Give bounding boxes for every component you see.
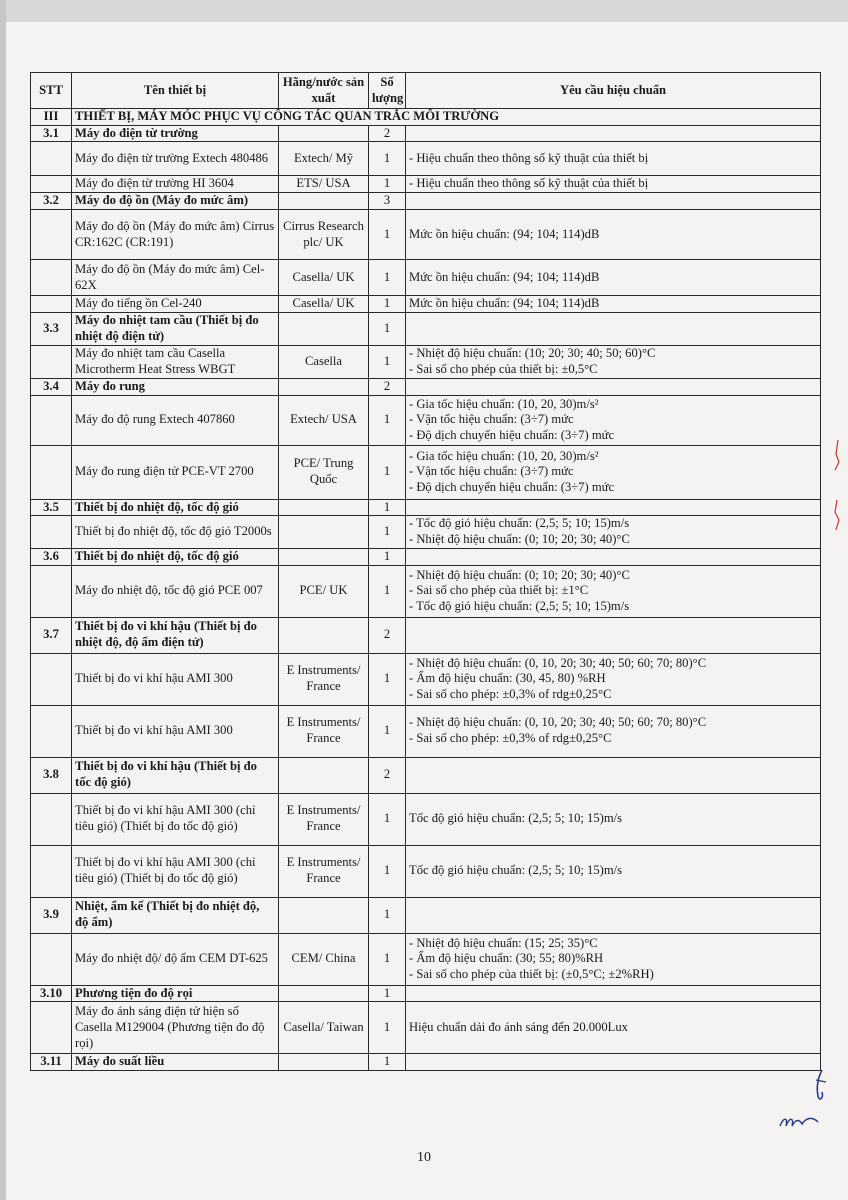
row-name: Thiết bị đo nhiệt độ, tốc độ gió T2000s [72, 516, 279, 548]
table-row [31, 260, 821, 296]
row-name: Thiết bị đo vi khí hậu AMI 300 [72, 653, 279, 705]
requirement-line: - Sai số cho phép của thiết bị: ±0,5°C [409, 361, 598, 376]
row-name: Thiết bị đo vi khí hậu (Thiết bị đo tốc độ gió) [72, 757, 279, 793]
row-requirement [406, 395, 821, 445]
requirement-line: Mức ồn hiệu chuẩn: (94; 104; 114)dB [409, 269, 600, 284]
requirement-line: Tốc độ gió hiệu chuẩn: (2,5; 5; 10; 15)m/s [409, 863, 623, 878]
row-maker [279, 312, 369, 345]
row-maker [279, 193, 369, 210]
table-row [31, 653, 821, 705]
requirement-line: Mức ồn hiệu chuẩn: (94; 104; 114)dB [409, 296, 600, 311]
row-qty: 1 [369, 176, 406, 193]
row-maker [279, 1054, 369, 1071]
section-number: III [31, 109, 72, 126]
requirement-line: - Ẩm độ hiệu chuẩn: (30; 55; 80)%RH [409, 951, 604, 966]
requirement-line: - Sai số cho phép của thiết bị: ±1°C [409, 583, 589, 598]
row-maker: Casella/ Taiwan [279, 1002, 369, 1054]
row-requirement [406, 1054, 821, 1071]
row-qty: 1 [369, 395, 406, 445]
row-qty: 1 [369, 705, 406, 757]
row-requirement [406, 445, 821, 499]
row-stt [31, 176, 72, 193]
row-requirement [406, 985, 821, 1002]
table-row [31, 793, 821, 845]
row-maker [279, 757, 369, 793]
requirement-line: - Nhiệt độ hiệu chuẩn: (0, 10, 20; 30; 40; 50; 60; 70; 80)°C [409, 655, 707, 670]
row-stt [31, 210, 72, 260]
row-maker: Extech/ Mỹ [279, 142, 369, 176]
red-stamp-mark [832, 440, 842, 550]
row-qty: 1 [369, 933, 406, 985]
requirement-line: - Sai số cho phép: ±0,3% of rdg±0,25°C [409, 731, 612, 746]
row-qty: 1 [369, 312, 406, 345]
table-row [31, 845, 821, 897]
requirement-line: - Vận tốc hiệu chuẩn: (3÷7) mức [409, 464, 574, 479]
requirement-line: - Nhiệt độ hiệu chuẩn: (0; 10; 20; 30; 40)°C [409, 567, 630, 582]
row-stt [31, 395, 72, 445]
row-stt [31, 296, 72, 313]
row-requirement [406, 142, 821, 176]
group-row [31, 897, 821, 933]
table-row [31, 933, 821, 985]
row-maker: PCE/ Trung Quốc [279, 445, 369, 499]
row-stt: 3.10 [31, 985, 72, 1002]
row-requirement [406, 378, 821, 395]
calibration-table [30, 72, 821, 1071]
row-stt: 3.1 [31, 125, 72, 142]
row-maker [279, 516, 369, 548]
row-qty: 2 [369, 378, 406, 395]
table-row [31, 516, 821, 548]
row-qty: 1 [369, 1054, 406, 1071]
row-qty: 1 [369, 1002, 406, 1054]
row-requirement [406, 516, 821, 548]
requirement-line: - Nhiệt độ hiệu chuẩn: (10; 20; 30; 40; 50; 60)°C [409, 346, 656, 361]
header-qty: Số lượng [369, 73, 406, 109]
requirement-line: - Gia tốc hiệu chuẩn: (10, 20, 30)m/s² [409, 396, 599, 411]
row-stt: 3.5 [31, 499, 72, 516]
row-maker [279, 617, 369, 653]
requirement-line: - Tốc độ gió hiệu chuẩn: (2,5; 5; 10; 15)m/s [409, 516, 630, 531]
requirement-line: - Nhiệt độ hiệu chuẩn: (15; 25; 35)°C [409, 935, 598, 950]
group-row [31, 312, 821, 345]
row-name: Máy đo độ ồn (Máy đo mức âm) Cel-62X [72, 260, 279, 296]
row-maker: E Instruments/ France [279, 845, 369, 897]
row-name: Máy đo độ ồn (Máy đo mức âm) [72, 193, 279, 210]
row-stt [31, 260, 72, 296]
row-requirement [406, 617, 821, 653]
row-name: Phương tiện đo độ rọi [72, 985, 279, 1002]
row-maker [279, 378, 369, 395]
row-stt: 3.3 [31, 312, 72, 345]
requirement-line: - Sai số cho phép: ±0,3% of rdg±0,25°C [409, 686, 612, 701]
requirement-line: - Ẩm độ hiệu chuẩn: (30, 45, 80) %RH [409, 671, 606, 686]
row-stt [31, 933, 72, 985]
row-maker [279, 897, 369, 933]
group-row [31, 378, 821, 395]
scan-left-edge [0, 0, 6, 1200]
requirement-line: - Độ dịch chuyển hiệu chuẩn: (3÷7) mức [409, 480, 615, 495]
requirement-line: Hiệu chuẩn dải đo ánh sáng đến 20.000Lux [409, 1019, 628, 1034]
group-row [31, 985, 821, 1002]
section-title: THIẾT BỊ, MÁY MÓC PHỤC VỤ CÔNG TÁC QUAN TRẮC MÔI TRƯỜNG [72, 109, 821, 126]
row-name: Nhiệt, ẩm kế (Thiết bị đo nhiệt độ, độ ẩm) [72, 897, 279, 933]
row-stt [31, 445, 72, 499]
row-maker: CEM/ China [279, 933, 369, 985]
row-qty: 1 [369, 985, 406, 1002]
row-stt [31, 516, 72, 548]
table-row [31, 1002, 821, 1054]
table-row [31, 345, 821, 378]
row-requirement [406, 260, 821, 296]
row-qty: 1 [369, 210, 406, 260]
row-requirement [406, 548, 821, 565]
row-requirement [406, 757, 821, 793]
handwritten-signature [772, 1068, 832, 1138]
row-name: Thiết bị đo vi khí hậu AMI 300 (chỉ tiêu gió) (Thiết bị đo tốc độ gió) [72, 845, 279, 897]
row-qty: 1 [369, 897, 406, 933]
row-maker: E Instruments/ France [279, 793, 369, 845]
row-stt [31, 793, 72, 845]
row-requirement [406, 897, 821, 933]
row-name: Thiết bị đo nhiệt độ, tốc độ gió [72, 548, 279, 565]
row-requirement [406, 933, 821, 985]
row-maker: Cirrus Research plc/ UK [279, 210, 369, 260]
row-name: Máy đo độ ồn (Máy đo mức âm) Cirrus CR:162C (CR:191) [72, 210, 279, 260]
row-maker: ETS/ USA [279, 176, 369, 193]
row-qty: 2 [369, 125, 406, 142]
row-name: Máy đo rung điện tử PCE-VT 2700 [72, 445, 279, 499]
row-name: Máy đo nhiệt độ, tốc độ gió PCE 007 [72, 565, 279, 617]
header-maker: Hãng/nước sản xuất [279, 73, 369, 109]
group-row [31, 499, 821, 516]
scan-top-edge [0, 0, 848, 22]
row-name: Máy đo điện từ trường HI 3604 [72, 176, 279, 193]
row-stt: 3.8 [31, 757, 72, 793]
row-requirement [406, 125, 821, 142]
row-maker: PCE/ UK [279, 565, 369, 617]
row-name: Máy đo nhiệt tam cầu (Thiết bị đo nhiệt độ điện tử) [72, 312, 279, 345]
row-requirement [406, 705, 821, 757]
row-qty: 2 [369, 757, 406, 793]
row-maker [279, 499, 369, 516]
row-name: Máy đo nhiệt độ/ độ ẩm CEM DT-625 [72, 933, 279, 985]
row-stt: 3.7 [31, 617, 72, 653]
row-stt: 3.6 [31, 548, 72, 565]
requirement-line: - Nhiệt độ hiệu chuẩn: (0, 10, 20; 30; 40; 50; 60; 70; 80)°C [409, 715, 707, 730]
row-stt [31, 345, 72, 378]
requirement-line: - Nhiệt độ hiệu chuẩn: (0; 10; 20; 30; 40)°C [409, 532, 630, 547]
row-requirement [406, 296, 821, 313]
table-row [31, 565, 821, 617]
row-maker: Casella/ UK [279, 260, 369, 296]
row-stt: 3.4 [31, 378, 72, 395]
table-row [31, 142, 821, 176]
table-row [31, 705, 821, 757]
row-name: Máy đo điện từ trường [72, 125, 279, 142]
row-maker: E Instruments/ France [279, 705, 369, 757]
requirement-line: Tốc độ gió hiệu chuẩn: (2,5; 5; 10; 15)m/s [409, 811, 623, 826]
row-name: Máy đo điện từ trường Extech 480486 [72, 142, 279, 176]
group-row [31, 125, 821, 142]
table-row [31, 176, 821, 193]
row-qty: 1 [369, 845, 406, 897]
table-row [31, 395, 821, 445]
row-name: Máy đo rung [72, 378, 279, 395]
row-name: Thiết bị đo vi khí hậu AMI 300 [72, 705, 279, 757]
requirement-line: - Gia tốc hiệu chuẩn: (10, 20, 30)m/s² [409, 448, 599, 463]
row-stt [31, 565, 72, 617]
row-requirement [406, 345, 821, 378]
row-stt [31, 705, 72, 757]
row-requirement [406, 193, 821, 210]
requirement-line: - Hiệu chuẩn theo thông số kỹ thuật của thiết bị [409, 151, 649, 166]
row-stt [31, 845, 72, 897]
row-name: Thiết bị đo nhiệt độ, tốc độ gió [72, 499, 279, 516]
row-name: Thiết bị đo vi khí hậu AMI 300 (chỉ tiêu gió) (Thiết bị đo tốc độ gió) [72, 793, 279, 845]
row-stt: 3.2 [31, 193, 72, 210]
row-qty: 3 [369, 193, 406, 210]
requirement-line: Mức ồn hiệu chuẩn: (94; 104; 114)dB [409, 226, 600, 241]
table-row [31, 445, 821, 499]
row-requirement [406, 793, 821, 845]
row-maker: Casella/ UK [279, 296, 369, 313]
row-qty: 1 [369, 548, 406, 565]
requirement-line: - Tốc độ gió hiệu chuẩn: (2,5; 5; 10; 15)m/s [409, 598, 630, 613]
row-name: Thiết bị đo vi khí hậu (Thiết bị đo nhiệt độ, độ ẩm điện tử) [72, 617, 279, 653]
row-stt [31, 142, 72, 176]
requirement-line: - Hiệu chuẩn theo thông số kỹ thuật của thiết bị [409, 176, 649, 191]
group-row [31, 1054, 821, 1071]
row-requirement [406, 653, 821, 705]
group-row [31, 617, 821, 653]
table-row [31, 210, 821, 260]
row-qty: 1 [369, 345, 406, 378]
group-row [31, 193, 821, 210]
row-qty: 1 [369, 499, 406, 516]
row-maker [279, 125, 369, 142]
row-qty: 1 [369, 516, 406, 548]
row-qty: 1 [369, 565, 406, 617]
row-stt: 3.11 [31, 1054, 72, 1071]
row-requirement [406, 845, 821, 897]
header-name: Tên thiết bị [72, 73, 279, 109]
row-stt [31, 653, 72, 705]
row-name: Máy đo tiếng ồn Cel-240 [72, 296, 279, 313]
row-qty: 1 [369, 142, 406, 176]
row-requirement [406, 565, 821, 617]
page-number: 10 [417, 1150, 431, 1165]
row-maker [279, 548, 369, 565]
header-req: Yêu cầu hiệu chuẩn [406, 73, 821, 109]
row-requirement [406, 210, 821, 260]
requirement-line: - Vận tốc hiệu chuẩn: (3÷7) mức [409, 412, 574, 427]
header-stt: STT [31, 73, 72, 109]
requirement-line: - Độ dịch chuyển hiệu chuẩn: (3÷7) mức [409, 428, 615, 443]
row-requirement [406, 312, 821, 345]
row-qty: 2 [369, 617, 406, 653]
row-qty: 1 [369, 296, 406, 313]
group-row [31, 548, 821, 565]
row-requirement [406, 499, 821, 516]
row-stt: 3.9 [31, 897, 72, 933]
row-stt [31, 1002, 72, 1054]
row-requirement [406, 176, 821, 193]
row-maker: Extech/ USA [279, 395, 369, 445]
row-name: Máy đo ánh sáng điện tử hiện số Casella M129004 (Phương tiện đo độ rọi) [72, 1002, 279, 1054]
row-maker: E Instruments/ France [279, 653, 369, 705]
table-row [31, 296, 821, 313]
row-requirement [406, 1002, 821, 1054]
row-name: Máy đo suất liều [72, 1054, 279, 1071]
row-qty: 1 [369, 653, 406, 705]
row-maker [279, 985, 369, 1002]
section-row [31, 109, 821, 126]
row-qty: 1 [369, 445, 406, 499]
table-header-row [31, 73, 821, 109]
row-name: Máy đo độ rung Extech 407860 [72, 395, 279, 445]
row-qty: 1 [369, 793, 406, 845]
row-name: Máy đo nhiệt tam cầu Casella Microtherm Heat Stress WBGT [72, 345, 279, 378]
row-qty: 1 [369, 260, 406, 296]
row-maker: Casella [279, 345, 369, 378]
group-row [31, 757, 821, 793]
requirement-line: - Sai số cho phép của thiết bị: (±0,5°C; ±2%RH) [409, 966, 654, 981]
